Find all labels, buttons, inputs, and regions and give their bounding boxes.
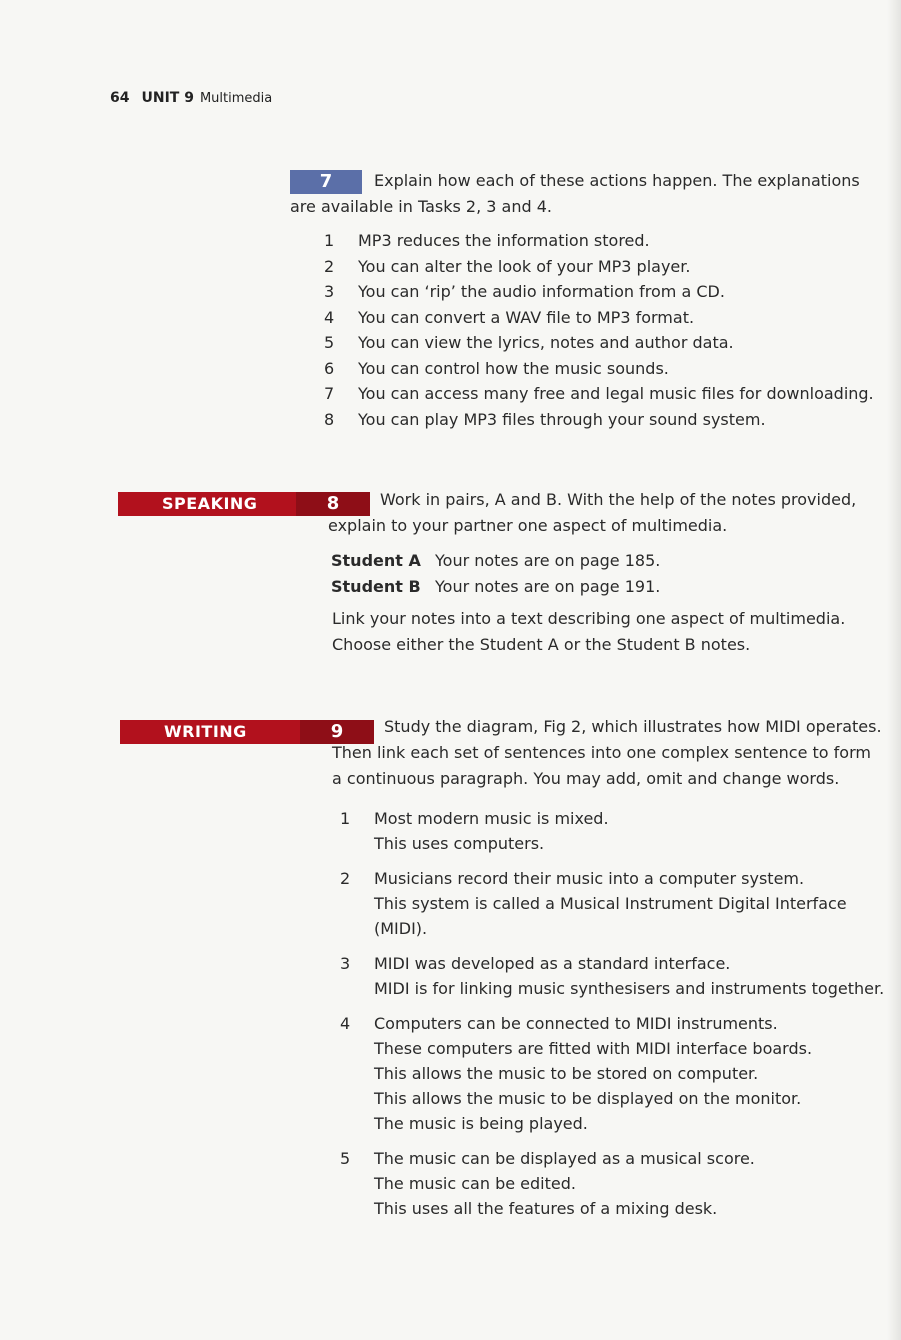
section-label-speaking <box>118 492 298 516</box>
sentence-line: MIDI was developed as a standard interface. <box>374 954 731 973</box>
sentence-line: This allows the music to be stored on computer. <box>374 1064 759 1083</box>
section-label-text: SPEAKING <box>162 494 258 513</box>
task7-list-item <box>324 254 884 280</box>
item-number: 1 <box>324 231 335 250</box>
unit-subtitle: Multimedia <box>199 91 273 106</box>
sentence-line: The music can be edited. <box>374 1174 576 1193</box>
task9-list-item <box>340 866 885 941</box>
section-label-writing <box>120 720 300 744</box>
student-b-label: Student B <box>331 577 421 596</box>
item-number: 2 <box>340 869 351 888</box>
item-number: 6 <box>324 358 335 378</box>
item-number: 4 <box>324 307 335 327</box>
sentence-line: Musicians record their music into a computer system. <box>374 869 805 888</box>
sentence-line: MIDI is for linking music synthesisers and instruments together. <box>374 979 885 998</box>
sentence-line: This uses computers. <box>374 834 545 853</box>
item-number: 3 <box>340 954 351 973</box>
task8-follow-up: Link your notes into a text describing one aspect of multimedia. Choose either the Student A or the Student B notes. <box>332 609 846 654</box>
sentence-line: This system is called a Musical Instrument Digital Interface (MIDI). <box>374 894 847 938</box>
sentence-line: This allows the music to be displayed on the monitor. <box>374 1089 802 1108</box>
page-edge-shadow <box>887 0 901 1340</box>
sentence-line: Most modern music is mixed. <box>374 809 609 828</box>
task9-instruction: Study the diagram, Fig 2, which illustrates how MIDI operates. Then link each set of sentences into one complex sentence to form a continuous paragraph. You may add, omit and change words. <box>332 717 882 788</box>
student-b-text: Your notes are on page 191. <box>435 577 661 596</box>
sentence-line: Computers can be connected to MIDI instruments. <box>374 1014 778 1033</box>
sentence-line: The music is being played. <box>374 1114 588 1133</box>
item-number: 7 <box>324 384 335 403</box>
item-text: You can play MP3 files through your sound system. <box>358 409 766 429</box>
task7-instruction-block <box>290 168 860 220</box>
task7-number-badge: 7 <box>290 170 362 194</box>
task7-list-item <box>324 305 884 331</box>
task9-list-item <box>340 951 885 1001</box>
task9-number-badge: 9 <box>300 720 374 744</box>
task7-list-item <box>324 228 884 254</box>
task7-list-item <box>324 279 884 305</box>
student-b-row <box>331 574 660 600</box>
item-number: 1 <box>340 809 351 828</box>
task9-list-item <box>340 1011 885 1136</box>
item-text: You can view the lyrics, notes and author data. <box>358 333 734 352</box>
task7-list-item <box>324 330 884 356</box>
running-header <box>110 90 272 106</box>
item-number: 5 <box>340 1149 351 1168</box>
task8-instruction: Work in pairs, A and B. With the help of the notes provided, explain to your partner one aspect of multimedia. <box>328 490 857 535</box>
task9-list-item <box>340 806 885 856</box>
student-a-text: Your notes are on page 185. <box>435 551 661 570</box>
item-text: You can convert a WAV file to MP3 format. <box>358 307 695 327</box>
task7-list-item <box>324 356 884 382</box>
item-text: MP3 reduces the information stored. <box>358 231 650 250</box>
task7-list-item <box>324 381 884 407</box>
student-a-label: Student A <box>331 551 421 570</box>
item-number: 4 <box>340 1014 351 1033</box>
section-label-text: WRITING <box>164 722 247 741</box>
task7-list-item <box>324 407 884 433</box>
sentence-line: These computers are fitted with MIDI interface boards. <box>374 1039 813 1058</box>
task8-number-badge: 8 <box>296 492 370 516</box>
unit-label: UNIT 9 <box>141 90 194 106</box>
sentence-line: The music can be displayed as a musical score. <box>374 1149 755 1168</box>
task7-list <box>324 228 884 432</box>
item-number: 5 <box>324 333 335 352</box>
task7-instruction: Explain how each of these actions happen. The explanations are available in Tasks 2, 3 and 4. <box>290 171 860 216</box>
item-text: You can control how the music sounds. <box>358 358 669 378</box>
student-a-row <box>331 548 660 574</box>
task9-list <box>340 806 885 1231</box>
item-text: You can ‘rip’ the audio information from a CD. <box>358 282 725 301</box>
page-number: 64 <box>110 90 130 106</box>
item-number: 3 <box>324 282 335 301</box>
task9-list-item <box>340 1146 885 1221</box>
sentence-line: This uses all the features of a mixing desk. <box>374 1199 718 1218</box>
item-number: 8 <box>324 409 335 429</box>
item-number: 2 <box>324 256 335 276</box>
item-text: You can access many free and legal music files for downloading. <box>358 384 874 403</box>
item-text: You can alter the look of your MP3 player. <box>358 256 691 276</box>
